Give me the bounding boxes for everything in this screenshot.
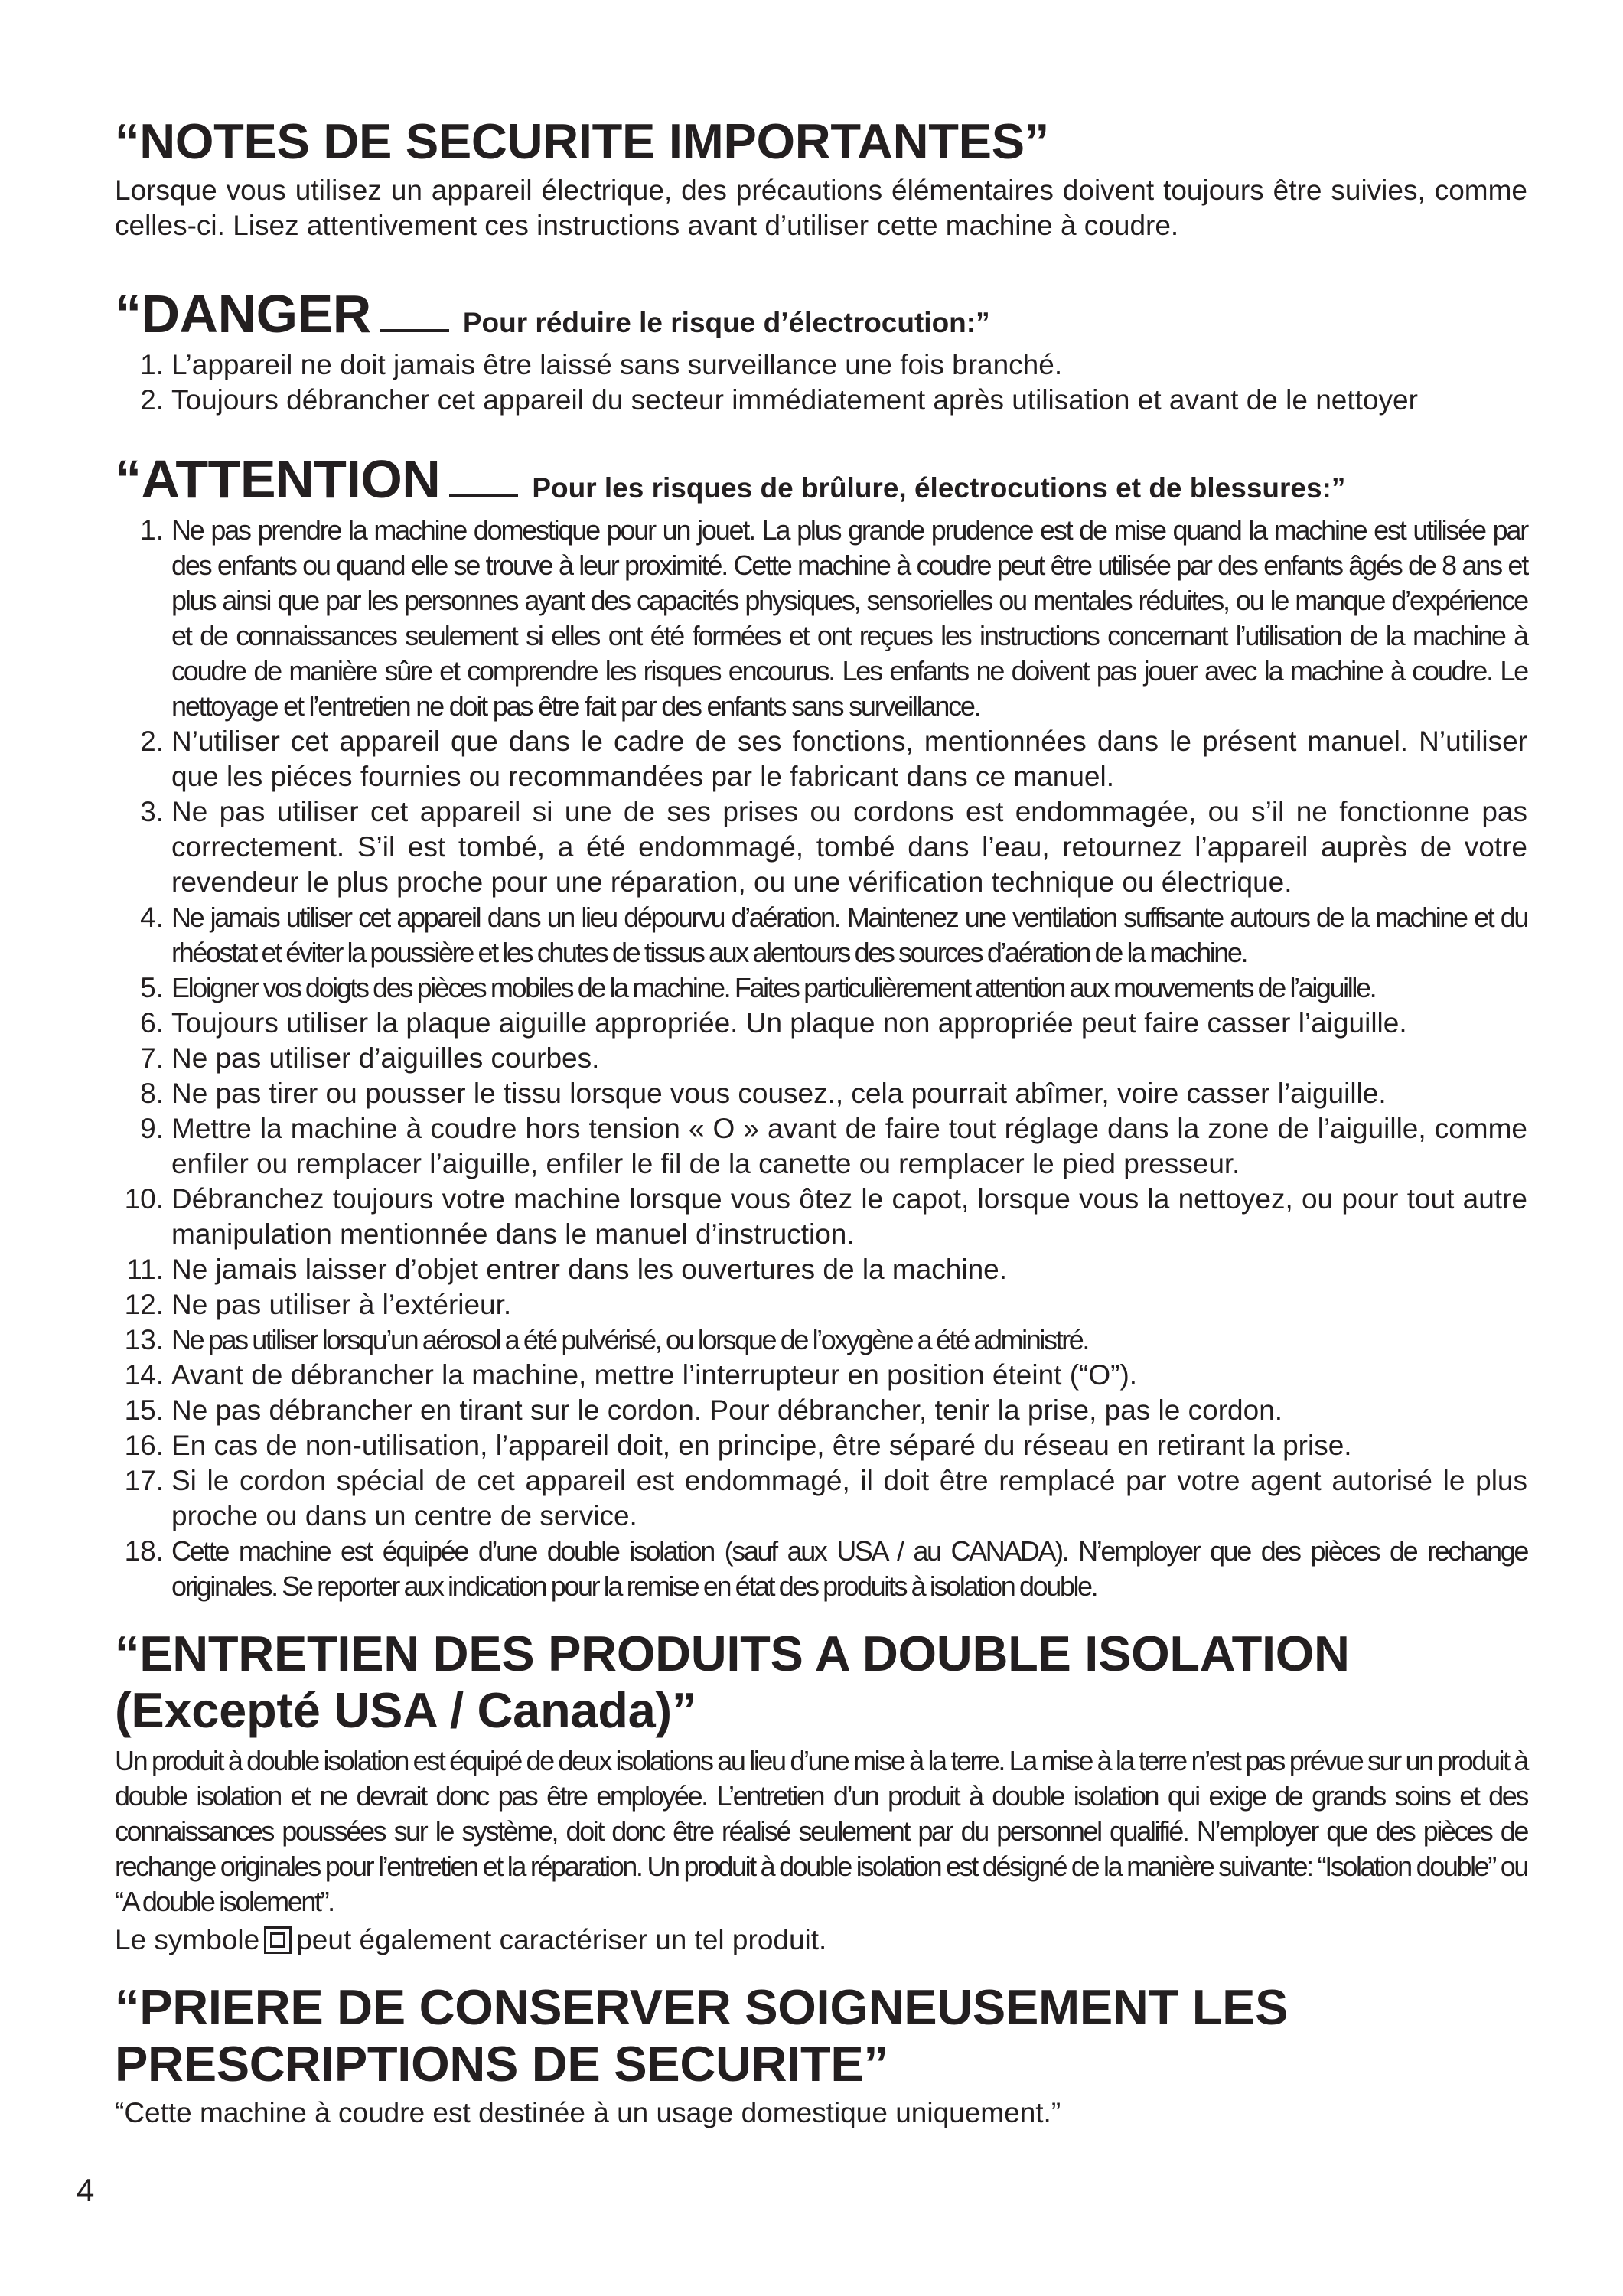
item-text: Toujours débrancher cet appareil du secteur immédiatement après utilisation et avant de le nettoyer (171, 384, 1418, 416)
attention-heading (115, 448, 1527, 510)
list-item (115, 1534, 1527, 1604)
item-number: 15. (124, 1394, 164, 1426)
conserver-body: “Cette machine à coudre est destinée à un usage domestique uniquement.” (115, 2097, 1061, 2128)
danger-heading (115, 283, 1527, 344)
item-text: Toujours utiliser la plaque aiguille appropriée. Un plaque non appropriée peut faire casser l’aiguille. (171, 1007, 1407, 1039)
conserver-section (115, 1979, 1527, 2131)
item-number: 4. (140, 902, 164, 933)
item-text: Ne jamais utiliser cet appareil dans un lieu dépourvu d’aération. Maintenez une ventilation suffisante autours de la machine et du rhéostat et éviter la poussière et les chutes de tissus aux alentours des sources d’aération de la machine. (171, 902, 1527, 968)
conserver-title: “PRIERE DE CONSERVER SOIGNEUSEMENT LES PRESCRIPTIONS DE SECURITE” (115, 1979, 1289, 2092)
item-text: Ne pas utiliser lorsqu’un aérosol a été pulvérisé, ou lorsque de l’oxygène a été administré. (171, 1324, 1089, 1355)
entretien-section (115, 1626, 1527, 1958)
notes-title: “NOTES DE SECURITE IMPORTANTES” (115, 113, 1049, 169)
item-number: 2. (140, 726, 164, 757)
item-number: 6. (140, 1007, 164, 1039)
item-text: En cas de non-utilisation, l’appareil doit, en principe, être séparé du réseau en retirant la prise. (171, 1430, 1352, 1461)
item-number: 5. (140, 972, 164, 1003)
danger-title: “DANGER (115, 284, 371, 344)
item-text: Débranchez toujours votre machine lorsque vous ôtez le capot, lorsque vous la nettoyez, ou pour tout autre manipulation mentionnée dans le manuel d’instruction. (171, 1183, 1527, 1250)
item-text: Ne pas utiliser à l’extérieur. (171, 1289, 512, 1320)
attention-rule (449, 494, 518, 497)
symbol-text-after: peut également caractériser un tel produit. (296, 1924, 827, 1955)
item-number: 13. (124, 1324, 164, 1355)
notes-section (115, 113, 1527, 243)
item-number: 1. (140, 349, 164, 380)
item-number: 18. (124, 1535, 164, 1567)
entretien-title: “ENTRETIEN DES PRODUITS A DOUBLE ISOLATION (Excepté USA / Canada)” (115, 1626, 1350, 1738)
item-text: Avant de débrancher la machine, mettre l’interrupteur en position éteint (“O”). (171, 1359, 1138, 1391)
list-item (115, 383, 1527, 418)
item-number: 2. (140, 384, 164, 416)
list-item (115, 1076, 1527, 1111)
danger-subtitle: Pour réduire le risque d’électrocution:” (462, 307, 990, 338)
list-item (115, 794, 1527, 900)
item-text: L’appareil ne doit jamais être laissé sans surveillance une fois branché. (171, 349, 1063, 380)
list-item (115, 1111, 1527, 1182)
item-text: Ne pas débrancher en tirant sur le cordon. Pour débrancher, tenir la prise, pas le cordon. (171, 1394, 1283, 1426)
list-item (115, 1287, 1527, 1322)
item-number: 12. (124, 1289, 164, 1320)
item-number: 17. (124, 1465, 164, 1496)
manual-page (115, 113, 1527, 2131)
danger-rule (380, 329, 449, 332)
item-text: Mettre la machine à coudre hors tension « O » avant de faire tout réglage dans la zone de l’aiguille, comme enfiler ou remplacer l’aiguille, enfiler le fil de la canette ou remplacer le pied presseur. (171, 1113, 1527, 1179)
item-number: 9. (140, 1113, 164, 1144)
danger-section (115, 283, 1527, 418)
item-text: Si le cordon spécial de cet appareil est endommagé, il doit être remplacé par votre agent autorisé le plus proche ou dans un centre de service. (171, 1465, 1527, 1531)
list-item (115, 1252, 1527, 1287)
list-item (115, 900, 1527, 970)
attention-list (115, 513, 1527, 1604)
entretien-symbol-line (115, 1923, 1527, 1958)
attention-subtitle: Pour les risques de brûlure, électrocutions et de blessures:” (532, 472, 1346, 504)
list-item (115, 724, 1527, 794)
item-text: Eloigner vos doigts des pièces mobiles de la machine. Faites particulièrement attention aux mouvements de l’aiguille. (171, 972, 1376, 1003)
list-item (115, 1041, 1527, 1076)
list-item (115, 1006, 1527, 1041)
list-item (115, 1182, 1527, 1252)
symbol-text-before: Le symbole (115, 1924, 260, 1955)
item-number: 11. (126, 1254, 164, 1285)
item-text: N’utiliser cet appareil que dans le cadre de ses fonctions, mentionnées dans le présent manuel. N’utiliser que les piéces fournies ou recommandées par le fabricant dans ce manuel. (171, 726, 1527, 792)
item-text: Ne pas utiliser cet appareil si une de ses prises ou cordons est endommagée, ou s’il ne fonctionne pas correctement. S’il est tombé, a été endommagé, tombé dans l’eau, retournez l’appareil auprès de votre revendeur le plus proche pour une réparation, ou une vérification technique ou électrique. (171, 796, 1527, 898)
item-number: 16. (124, 1430, 164, 1461)
item-text: Ne pas tirer ou pousser le tissu lorsque vous cousez., cela pourrait abîmer, voire casser l’aiguille. (171, 1078, 1387, 1109)
item-number: 8. (140, 1078, 164, 1109)
list-item (115, 1463, 1527, 1534)
list-item (115, 1358, 1527, 1393)
notes-intro: Lorsque vous utilisez un appareil électrique, des précautions élémentaires doivent toujours être suivies, comme celles-ci. Lisez attentivement ces instructions avant d’utiliser cette machine à coudre. (115, 174, 1527, 241)
list-item (115, 1322, 1527, 1358)
item-number: 10. (124, 1183, 164, 1215)
item-text: Ne pas prendre la machine domestique pour un jouet. La plus grande prudence est de mise quand la machine est utilisée par des enfants ou quand elle se trouve à leur proximité. Cette machine à coudre peut être utilisée par des enfants âgés de 8 ans et plus ainsi que par les personnes ayant des capacités physiques, sensorielles ou mentales réduites, ou le manque d’expérience et de connaissances seulement si elles ont été formées et ont reçues les instructions concernant l’utilisation de la machine à coudre de manière sûre et comprendre les risques encourus. Les enfants ne doivent pas jouer avec la machine à coudre. Le nettoyage et l’entretien ne doit pas être fait par des enfants sans surveillance. (171, 514, 1527, 722)
item-number: 1. (140, 514, 164, 546)
attention-section (115, 448, 1527, 1604)
danger-list (115, 347, 1527, 418)
item-number: 7. (140, 1042, 164, 1074)
double-square-icon (264, 1926, 292, 1954)
page-number: 4 (77, 2172, 95, 2208)
list-item (115, 1428, 1527, 1463)
attention-title: “ATTENTION (115, 449, 441, 509)
list-item (115, 1393, 1527, 1428)
list-item (115, 347, 1527, 383)
item-text: Ne pas utiliser d’aiguilles courbes. (171, 1042, 600, 1074)
list-item (115, 970, 1527, 1006)
item-number: 14. (124, 1359, 164, 1391)
list-item (115, 513, 1527, 724)
item-text: Ne jamais laisser d’objet entrer dans les ouvertures de la machine. (171, 1254, 1008, 1285)
item-number: 3. (140, 796, 164, 827)
item-text: Cette machine est équipée d’une double isolation (sauf aux USA / au CANADA). N’employer que des pièces de rechange originales. Se reporter aux indication pour la remise en état des produits à isolation double. (171, 1535, 1527, 1602)
entretien-body: Un produit à double isolation est équipé de deux isolations au lieu d’une mise à la terre. La mise à la terre n’est pas prévue sur un produit à double isolation et ne devrait donc pas être employée. L’entretien d’un produit à double isolation qui exige de grands soins et des connaissances poussées sur le système, doit donc être réalisé seulement par du personnel qualifié. N’employer que des pièces de rechange originales pour l’entretien et la réparation. Un produit à double isolation est désigné de la manière suivante: “Isolation double” ou “A double isolement”. (115, 1745, 1527, 1917)
